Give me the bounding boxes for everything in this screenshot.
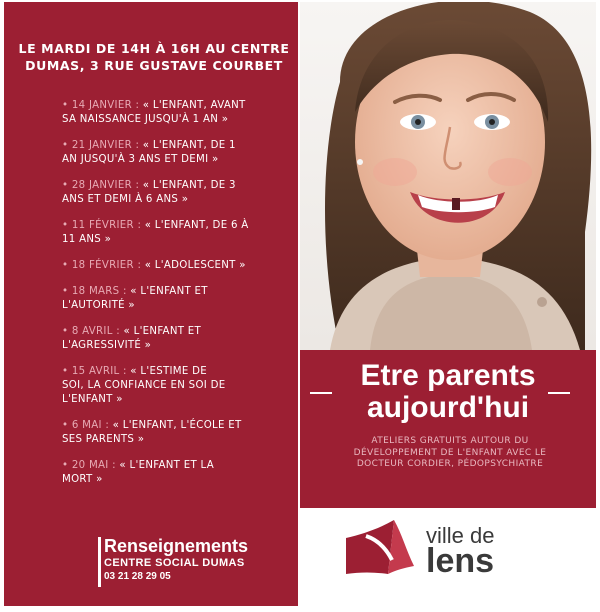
schedule-heading-line2: DUMAS, 3 RUE GUSTAVE COURBET xyxy=(25,58,283,73)
main-title-line2: aujourd'hui xyxy=(366,391,530,424)
session-date: • 11 FÉVRIER : xyxy=(62,220,142,231)
session-topic: ANS ET DEMI À 6 ANS » xyxy=(62,194,189,205)
schedule-heading-line1: LE MARDI DE 14H À 16H AU CENTRE xyxy=(18,41,290,56)
session-date: • 20 MAI : xyxy=(62,460,116,471)
info-divider xyxy=(98,537,101,587)
info-phone: 03 21 28 29 05 xyxy=(104,571,171,582)
session-item xyxy=(62,139,262,179)
lens-flag-icon xyxy=(342,516,420,580)
session-item xyxy=(62,219,262,259)
session-item xyxy=(62,365,262,419)
session-topic: SES PARENTS » xyxy=(62,434,145,445)
title-panel xyxy=(300,350,596,508)
session-topic: AN JUSQU'À 3 ANS ET DEMI » xyxy=(62,154,219,165)
session-topic: « L'ENFANT, DE 1 xyxy=(139,140,236,151)
session-item xyxy=(62,285,262,325)
session-date: • 8 AVRIL : xyxy=(62,326,120,337)
session-date: • 15 AVRIL : xyxy=(62,366,127,377)
main-title-line1: Etre parents xyxy=(360,359,536,392)
session-list xyxy=(62,99,262,499)
session-item xyxy=(62,259,262,285)
title-description xyxy=(336,436,564,471)
title-dash-right xyxy=(548,392,570,394)
session-date: • 6 MAI : xyxy=(62,420,110,431)
session-topic: « L'ENFANT ET LA xyxy=(115,460,214,471)
session-topic: 11 ANS » xyxy=(62,234,112,245)
title-dash-left xyxy=(310,392,332,394)
session-item xyxy=(62,419,262,459)
smiling-child-photo xyxy=(300,2,596,350)
city-logo xyxy=(300,508,596,606)
logo-text-lens: lens xyxy=(426,542,495,580)
session-date: • 28 JANVIER : xyxy=(62,180,140,191)
session-date: • 18 MARS : xyxy=(62,286,127,297)
title-description-line2: DÉVELOPPEMENT DE L'ENFANT AVEC LE xyxy=(353,447,547,458)
info-block xyxy=(104,535,294,583)
child-illustration xyxy=(300,2,596,350)
session-topic: L'ENFANT » xyxy=(62,394,123,405)
session-topic: MORT » xyxy=(62,474,103,485)
session-topic: « L'ESTIME DE xyxy=(126,366,208,377)
logo-text-ville-de: ville de xyxy=(426,523,495,548)
session-topic: SOI, LA CONFIANCE EN SOI DE xyxy=(62,380,226,391)
session-topic: « L'ENFANT, L'ÉCOLE ET xyxy=(109,420,242,431)
session-topic: « L'ENFANT ET xyxy=(126,286,208,297)
info-subtitle: CENTRE SOCIAL DUMAS xyxy=(104,557,245,569)
session-topic: « L'ENFANT ET xyxy=(119,326,202,337)
info-title: Renseignements xyxy=(104,536,249,556)
session-date: • 18 FÉVRIER : xyxy=(62,260,142,271)
session-topic: SA NAISSANCE JUSQU'À 1 AN » xyxy=(62,114,229,125)
session-date: • 21 JANVIER : xyxy=(62,140,140,151)
session-topic: L'AGRESSIVITÉ » xyxy=(62,340,152,351)
session-topic: « L'ENFANT, DE 3 xyxy=(139,180,236,191)
session-topic: « L'ENFANT, DE 6 À xyxy=(141,220,249,231)
session-topic: L'AUTORITÉ » xyxy=(62,300,135,311)
session-topic: « L'ENFANT, AVANT xyxy=(139,100,246,111)
session-item xyxy=(62,459,262,499)
session-item xyxy=(62,179,262,219)
schedule-heading xyxy=(18,40,290,74)
session-date: • 14 JANVIER : xyxy=(62,100,140,111)
title-description-line3: DOCTEUR CORDIER, PÉDOPSYCHIATRE xyxy=(356,459,544,469)
title-description-line1: ATELIERS GRATUITS AUTOUR DU xyxy=(371,436,529,446)
session-topic: « L'ADOLESCENT » xyxy=(141,260,246,271)
schedule-panel xyxy=(4,2,298,606)
session-item xyxy=(62,99,262,139)
session-item xyxy=(62,325,262,365)
